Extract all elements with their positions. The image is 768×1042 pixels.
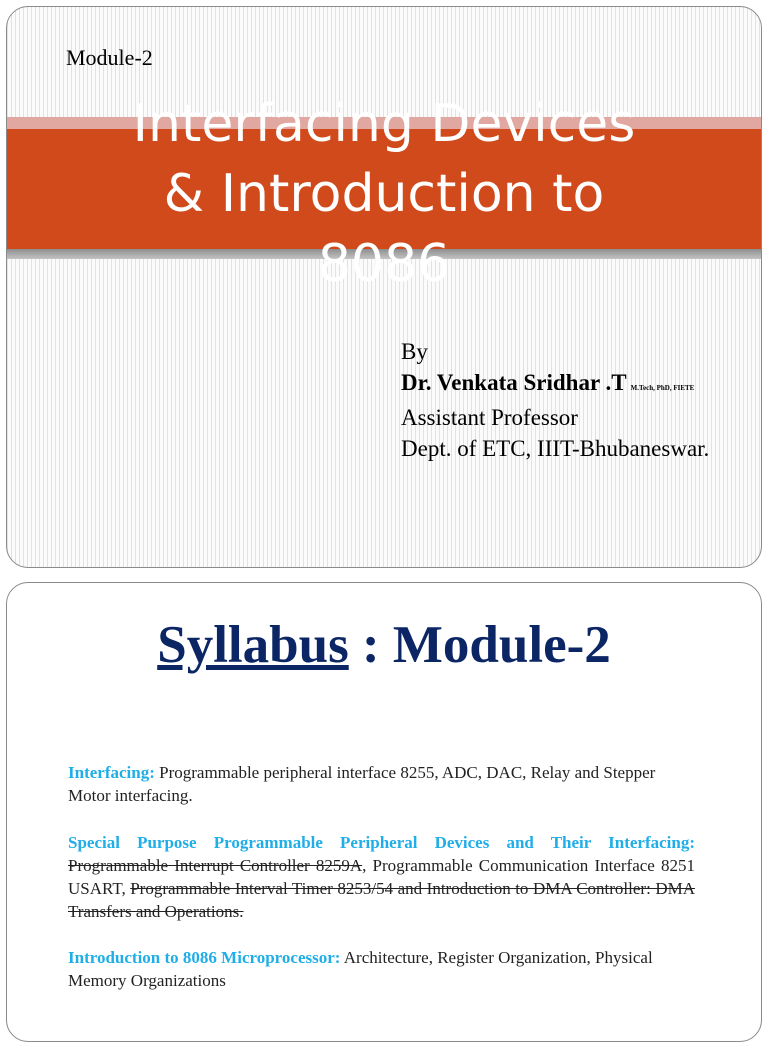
author-designation: Assistant Professor [401,405,578,430]
syllabus-section-interfacing [68,761,695,807]
syllabus-title-underlined: Syllabus [157,616,349,674]
section-heading: Special Purpose Programmable Peripheral Devices and Their Interfacing: [68,833,695,852]
struck-text: Programmable Interrupt Controller 8259A [68,856,363,875]
section-heading: Interfacing: [68,763,155,782]
author-block [401,337,709,464]
author-by: By [401,339,428,364]
section-text: Architecture, Register Organization, Physical Memory Organizations [68,948,653,990]
section-text: Programmable peripheral interface 8255, ADC, DAC, Relay and Stepper Motor interfacing. [68,763,656,805]
syllabus-title-rest: : Module-2 [348,616,611,674]
author-name: Dr. Venkata Sridhar .T [401,369,627,395]
struck-text: Programmable Interval Timer 8253/54 and Introduction to DMA Controller: DMA Transfers and Operations. [68,879,695,921]
author-name-line [401,368,709,404]
section-text: , Programmable Communication Interface 8251 USART, [68,856,695,898]
author-department: Dept. of ETC, IIIT-Bhubaneswar. [401,435,710,461]
section-heading: Introduction to 8086 Microprocessor: [68,948,341,967]
syllabus-slide [6,582,762,1042]
syllabus-section-8086 [68,946,695,992]
module-label: Module-2 [66,45,153,70]
author-qualifications: M.Tech, PhD, FIETE [630,383,695,392]
syllabus-section-peripherals [68,831,695,923]
main-title: Interfacing Devices & Introduction to 8086 [132,94,636,294]
title-slide [6,6,762,568]
syllabus-title [7,615,761,675]
